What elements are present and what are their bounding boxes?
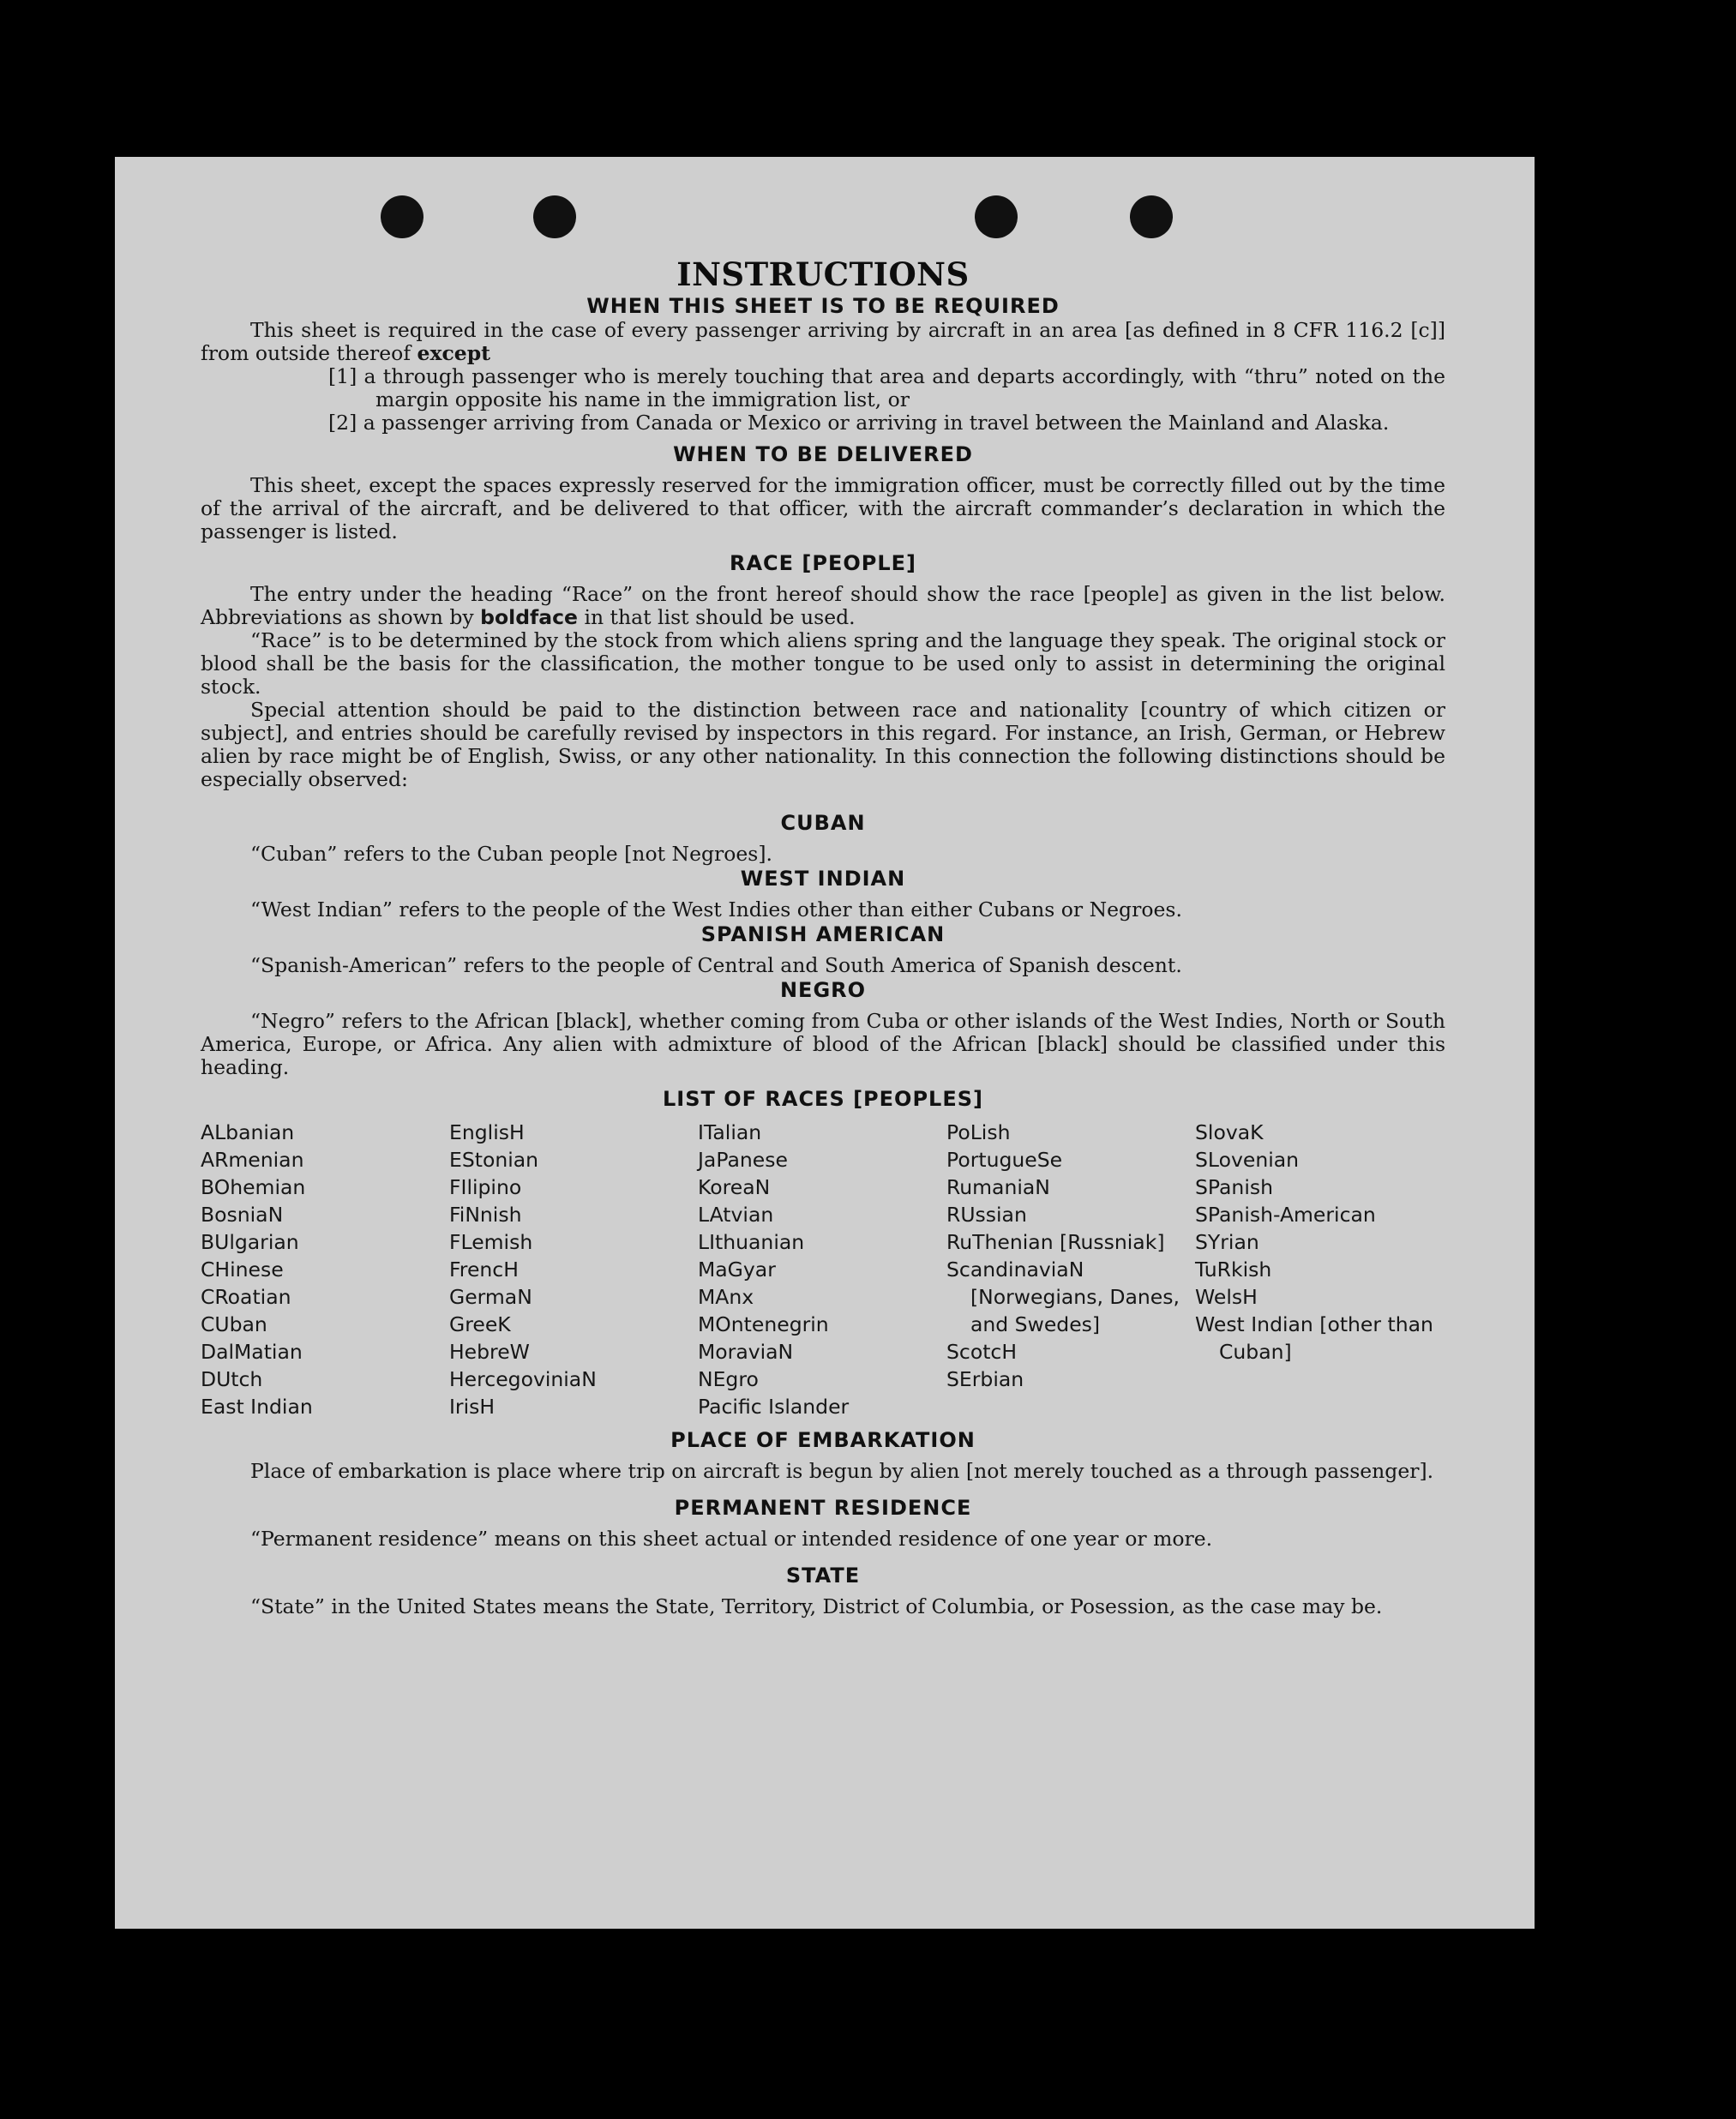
races-column-2 — [449, 1119, 698, 1420]
race-entry: JaPanese — [698, 1148, 788, 1172]
punch-hole — [381, 195, 423, 238]
race-entry: RUssian — [946, 1203, 1027, 1227]
race-entry: FrencH — [449, 1258, 519, 1282]
race-entry: PoLish — [946, 1120, 1011, 1144]
negro-text: “Negro” refers to the African [black], whether coming from Cuba or other islands of the West Indies, North or South America, Europe, or Africa. Any alien with admixture of blood of the African [black] should be classified under this heading. — [201, 1009, 1445, 1079]
race-entry: SPanish — [1195, 1175, 1273, 1199]
required-item-1: [1] a through passenger who is merely touching that area and departs accordingly, with “thru” noted on the margin opposite his name in the immigration list, or — [328, 364, 1445, 411]
required-item-2: [2] a passenger arriving from Canada or Mexico or arriving in travel between the Mainland and Alaska. — [328, 411, 1390, 435]
section-heading-spanish-american: SPANISH AMERICAN — [700, 922, 946, 946]
state-text: “State” in the United States means the State, Territory, District of Columbia, or Posession, as the case may be. — [250, 1594, 1383, 1618]
race-entry: ScandinaviaN [Norwegians, Danes, and Swedes] — [946, 1258, 1180, 1336]
race-entry: GermaN — [449, 1285, 532, 1309]
race-entry: SLovenian — [1195, 1148, 1300, 1172]
required-intro — [201, 319, 1445, 365]
required-intro-text: This sheet is required in the case of every passenger arriving by aircraft in an area [as defined in 8 CFR 116.2 [c]] from outside thereof — [201, 318, 1445, 365]
race-entry: Pacific Islander — [698, 1395, 850, 1419]
race-entry: West Indian [other than Cuban] — [1195, 1312, 1433, 1364]
race-entry: BOhemian — [201, 1175, 306, 1199]
race-entry: CRoatian — [201, 1285, 291, 1309]
delivered-text: This sheet, except the spaces expressly reserved for the immigration officer, must be correctly filled out by the time of the arrival of the aircraft, and be delivered to that officer, with the aircraft commander’s declaration in which the passenger is listed. — [201, 473, 1445, 543]
race-entry: ITalian — [698, 1120, 762, 1144]
race-entry: FiNnish — [449, 1203, 522, 1227]
races-list — [201, 1119, 1445, 1420]
spanish-american-text: “Spanish-American” refers to the people of Central and South America of Spanish descent. — [250, 953, 1182, 977]
section-heading-residence: PERMANENT RESIDENCE — [674, 1496, 972, 1520]
race-entry: CHinese — [201, 1258, 284, 1282]
race-entry: MAnx — [698, 1285, 754, 1309]
races-column-4 — [946, 1119, 1195, 1420]
section-heading-state: STATE — [785, 1564, 861, 1588]
race-entry: TuRkish — [1195, 1258, 1272, 1282]
race-entry: ScotcH — [946, 1340, 1018, 1364]
embarkation-text: Place of embarkation is place where trip on aircraft is begun by alien [not merely touched as a through passenger]. — [250, 1459, 1434, 1483]
page-title: INSTRUCTIONS — [676, 255, 970, 293]
race-paragraph-1 — [201, 583, 1445, 629]
race-entry: LAtvian — [698, 1203, 774, 1227]
race-entry: SYrian — [1195, 1230, 1259, 1254]
required-intro-except: except — [417, 341, 491, 365]
section-heading-delivered: WHEN TO BE DELIVERED — [673, 442, 973, 466]
west-indian-text: “West Indian” refers to the people of the West Indies other than either Cubans or Negroes. — [250, 897, 1182, 921]
race-entry: SlovaK — [1195, 1120, 1264, 1144]
section-heading-west-indian: WEST INDIAN — [740, 867, 906, 891]
race-entry: MaGyar — [698, 1258, 776, 1282]
punch-hole — [975, 195, 1018, 238]
race-entry: SErbian — [946, 1367, 1024, 1391]
races-column-5 — [1195, 1119, 1444, 1420]
race-p1-text: The entry under the heading “Race” on the front hereof should show the race [people] as given in the list below. Abbreviations as shown by — [201, 582, 1445, 629]
race-entry: ALbanian — [201, 1120, 295, 1144]
section-heading-races-list: LIST OF RACES [PEOPLES] — [663, 1087, 983, 1111]
race-entry: FLemish — [449, 1230, 533, 1254]
section-heading-cuban: CUBAN — [780, 811, 866, 835]
race-entry: GreeK — [449, 1312, 511, 1336]
document-sheet — [115, 157, 1535, 1929]
race-entry: WelsH — [1195, 1285, 1258, 1309]
race-entry: PortugueSe — [946, 1148, 1063, 1172]
race-entry: NEgro — [698, 1367, 759, 1391]
residence-text: “Permanent residence” means on this sheet actual or intended residence of one year or more. — [250, 1527, 1213, 1551]
race-p1-boldface: boldface — [480, 605, 578, 629]
race-entry: ARmenian — [201, 1148, 304, 1172]
race-entry: BosniaN — [201, 1203, 284, 1227]
race-entry: DalMatian — [201, 1340, 303, 1364]
cuban-text: “Cuban” refers to the Cuban people [not Negroes]. — [250, 842, 773, 866]
section-heading-embarkation: PLACE OF EMBARKATION — [670, 1428, 976, 1452]
race-entry: CUban — [201, 1312, 267, 1336]
race-paragraph-2: “Race” is to be determined by the stock from which aliens spring and the language they speak. The original stock or blood shall be the basis for the classification, the mother tongue to be used only to assist in determining the original stock. — [201, 628, 1445, 699]
races-column-1 — [201, 1119, 449, 1420]
race-entry: HebreW — [449, 1340, 530, 1364]
race-entry: SPanish-American — [1195, 1203, 1376, 1227]
section-heading-race: RACE [PEOPLE] — [729, 551, 917, 575]
race-entry: MOntenegrin — [698, 1312, 829, 1336]
race-p1-end: in that list should be used. — [577, 605, 856, 629]
race-entry: EStonian — [449, 1148, 539, 1172]
race-entry: HercegoviniaN — [449, 1367, 597, 1391]
section-heading-required: WHEN THIS SHEET IS TO BE REQUIRED — [586, 294, 1060, 318]
race-entry: RuThenian [Russniak] — [946, 1230, 1165, 1254]
punch-hole — [1130, 195, 1173, 238]
race-entry: East Indian — [201, 1395, 313, 1419]
punch-hole — [533, 195, 576, 238]
race-entry: EnglisH — [449, 1120, 525, 1144]
race-entry: BUlgarian — [201, 1230, 299, 1254]
race-entry: DUtch — [201, 1367, 263, 1391]
race-entry: RumaniaN — [946, 1175, 1050, 1199]
race-entry: MoraviaN — [698, 1340, 794, 1364]
race-entry: LIthuanian — [698, 1230, 805, 1254]
race-paragraph-3: Special attention should be paid to the distinction between race and nationality [country of which citizen or subject], and entries should be carefully revised by inspectors in this regard. For instance, an Irish, German, or Hebrew alien by race might be of English, Swiss, or any other nationality. In this connection the following distinctions should be especially observed: — [201, 698, 1445, 791]
race-entry: IrisH — [449, 1395, 496, 1419]
section-heading-negro: NEGRO — [779, 978, 867, 1002]
instructions-content — [201, 255, 1445, 1618]
race-entry: FIlipino — [449, 1175, 522, 1199]
races-column-3 — [698, 1119, 946, 1420]
race-entry: KoreaN — [698, 1175, 771, 1199]
